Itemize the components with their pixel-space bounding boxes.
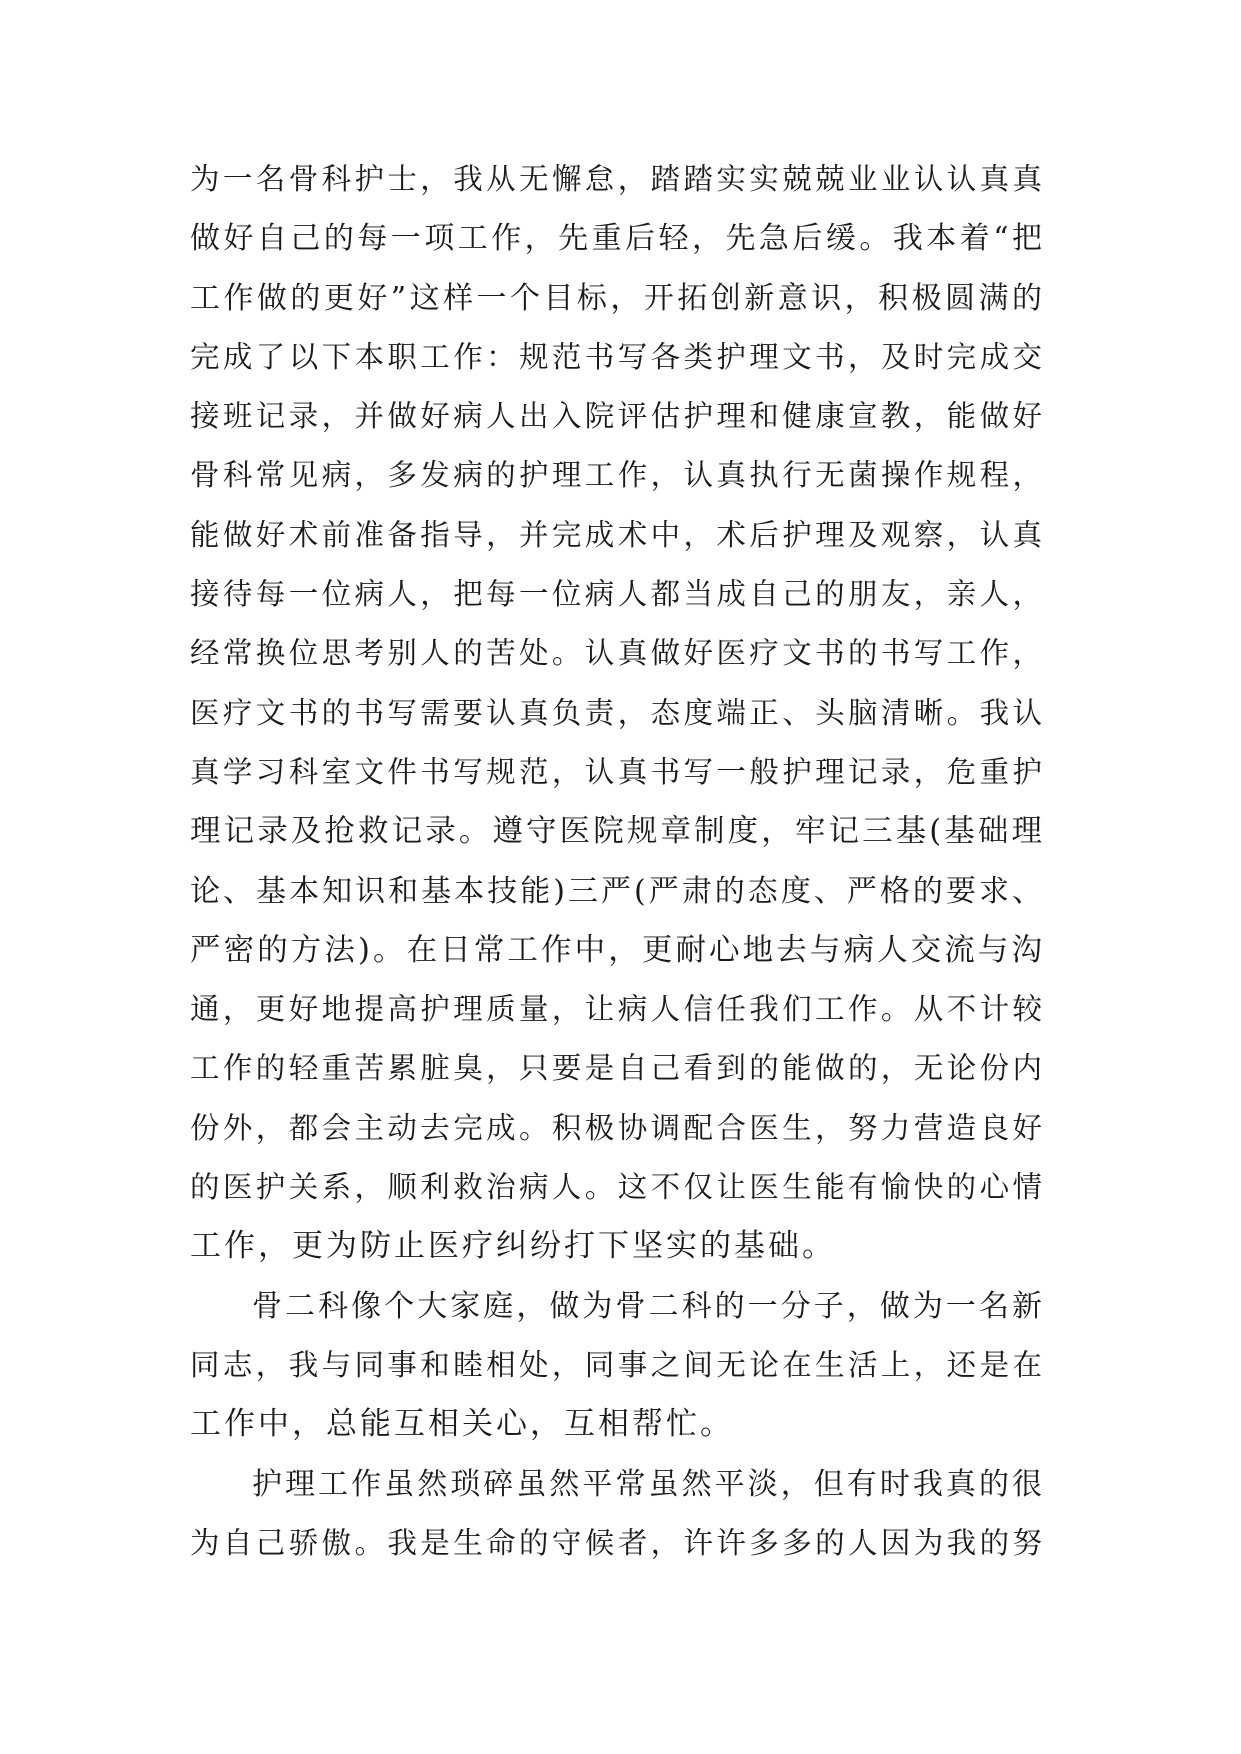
text-line: 完成了以下本职工作：规范书写各类护理文书，及时完成交 — [190, 339, 1045, 374]
text-line: 骨科常见病，多发病的护理工作，认真执行无菌操作规程， — [190, 458, 1045, 493]
text-line: 份外，都会主动去完成。积极协调配合医生，努力营造良好 — [190, 1110, 1045, 1145]
text-line: 严密的方法)。在日常工作中，更耐心地去与病人交流与沟 — [190, 932, 1045, 968]
text-line: 接待每一位病人，把每一位病人都当成自己的朋友，亲人， — [190, 577, 1045, 612]
text-line: 的医护关系，顺利救治病人。这不仅让医生能有愉快的心情 — [190, 1170, 1045, 1205]
text-line: 同志，我与同事和睦相处，同事之间无论在生活上，还是在 — [190, 1347, 1045, 1382]
text-line: 理记录及抢救记录。遵守医院规章制度，牢记三基(基础理 — [190, 814, 1045, 850]
paragraph-3 — [190, 1455, 1045, 1574]
text-line: 通，更好地提高护理质量，让病人信任我们工作。从不计较 — [190, 992, 1045, 1027]
text-line: 真学习科室文件书写规范，认真书写一般护理记录，危重护 — [190, 754, 1045, 789]
paragraph-1 — [190, 150, 1045, 1277]
text-line: 为自己骄傲。我是生命的守候者，许许多多的人因为我的努 — [190, 1525, 1045, 1560]
text-line: 论、基本知识和基本技能)三严(严肃的态度、严格的要求、 — [190, 873, 1045, 909]
document-body — [190, 150, 1045, 1573]
text-line: 工作中，总能互相关心，互相帮忙。 — [190, 1406, 734, 1443]
text-line: 护理工作虽然琐碎虽然平常虽然平淡，但有时我真的很 — [252, 1466, 1045, 1502]
text-line: 骨二科像个大家庭，做为骨二科的一分子，做为一名新 — [252, 1288, 1045, 1324]
text-line: 接班记录，并做好病人出入院评估护理和健康宣教，能做好 — [190, 399, 1045, 434]
text-line: 经常换位思考别人的苦处。认真做好医疗文书的书写工作， — [190, 636, 1045, 671]
text-line: 做好自己的每一项工作，先重后轻，先急后缓。我本着“把 — [190, 221, 1045, 257]
text-line: 工作的轻重苦累脏臭，只要是自己看到的能做的，无论份内 — [190, 1051, 1045, 1086]
text-line: 工作，更为防止医疗纠纷打下坚实的基础。 — [190, 1228, 836, 1265]
paragraph-2 — [190, 1277, 1045, 1455]
text-line: 为一名骨科护士，我从无懈怠，踏踏实实兢兢业业认认真真 — [190, 162, 1045, 196]
text-line: 工作做的更好”这样一个目标，开拓创新意识，积极圆满的 — [190, 280, 1045, 316]
text-line: 能做好术前准备指导，并完成术中，术后护理及观察，认真 — [190, 517, 1045, 552]
text-line: 医疗文书的书写需要认真负责，态度端正、头脑清晰。我认 — [190, 695, 1045, 730]
